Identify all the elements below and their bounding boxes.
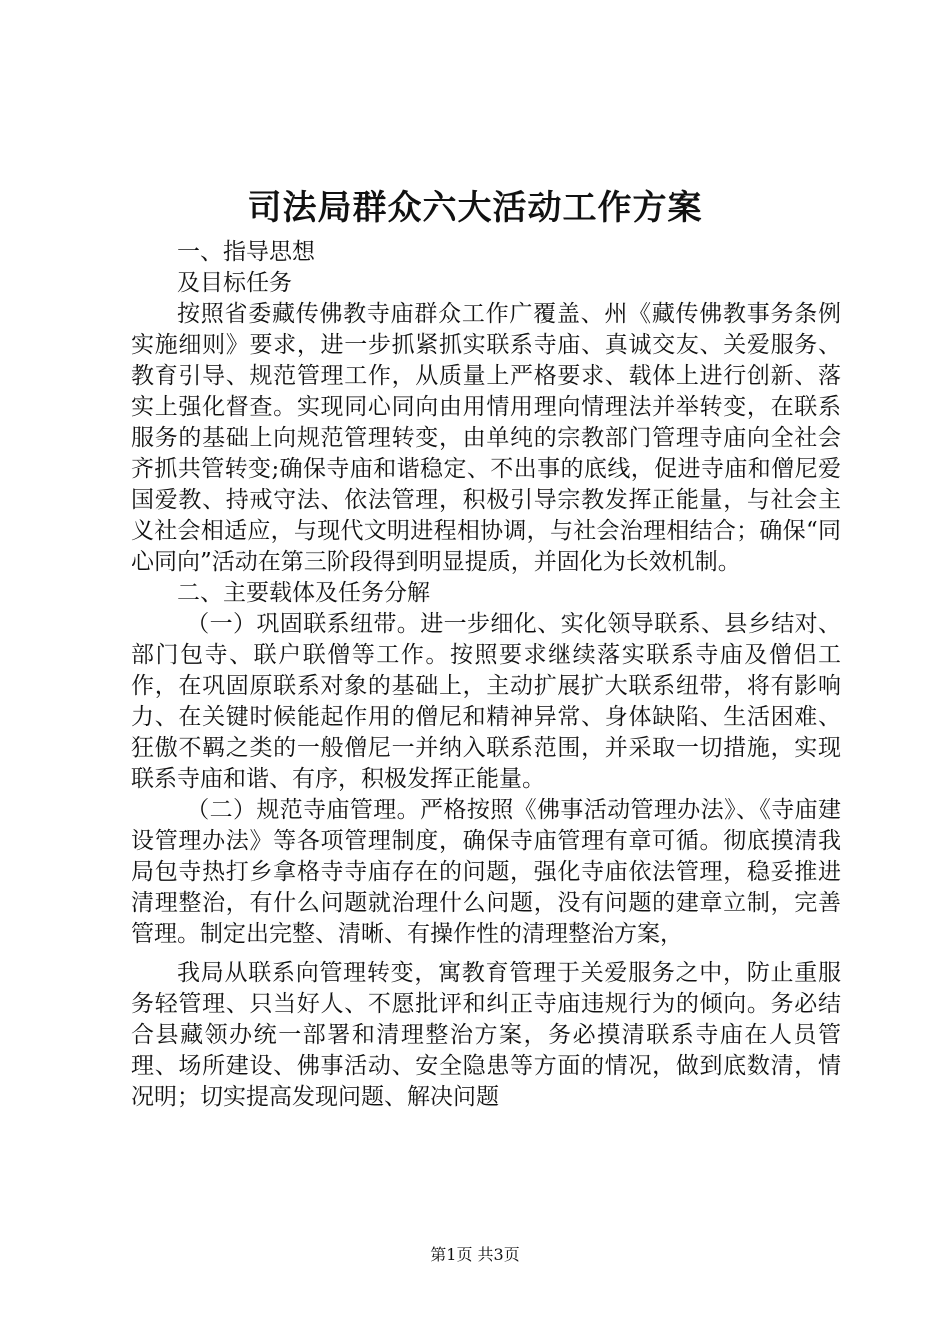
paragraph-objectives-body: 按照省委藏传佛教寺庙群众工作广覆盖、州《藏传佛教事务条例实施细则》要求，进一步抓紧抓实联系寺庙、真诚交友、关爱服务、教育引导、规范管理工作，从质量上严格要求、载体上进行创新、落实上强化督查。实现同心同向由用情用理向情理法并举转变，在联系服务的基础上向规范管理转变，由单纯的宗教部门管理寺庙向全社会齐抓共管转变;确保寺庙和谐稳定、不出事的底线，促进寺庙和僧尼爱国爱教、持戒守法、依法管理，积极引导宗教发挥正能量，与社会主义社会相适应，与现代文明进程相协调，与社会治理相结合；确保“同心同向”活动在第三阶段得到明显提质，并固化为长效机制。	[131, 301, 841, 575]
paragraph-management-shift: 我局从联系向管理转变，寓教育管理于关爱服务之中，防止重服务轻管理、只当好人、不愿批评和纠正寺庙违规行为的倾向。务必结合县藏领办统一部署和清理整治方案，务必摸清联系寺庙在人员管理、场所建设、佛事活动、安全隐患等方面的情况，做到底数清，情况明；切实提高发现问题、解决问题	[131, 960, 841, 1110]
paragraph-standardize-management: （二）规范寺庙管理。严格按照《佛事活动管理办法》、《寺庙建设管理办法》等各项管理制度，确保寺庙管理有章可循。彻底摸清我局包寺热打乡拿格寺寺庙存在的问题，强化寺庙依法管理，稳妥推进清理整治，有什么问题就治理什么问题，没有问题的建章立制，完善管理。制定出完整、清晰、有操作性的清理整治方案，	[131, 797, 841, 947]
document-body	[131, 237, 841, 1113]
section-heading-guiding-thought: 一、指导思想	[177, 239, 315, 265]
page-number-footer: 第1页 共3页	[430, 1245, 520, 1264]
paragraph-consolidate-ties: （一）巩固联系纽带。进一步细化、实化领导联系、县乡结对、部门包寺、联户联僧等工作。按照要求继续落实联系寺庙及僧侣工作，在巩固原联系对象的基础上，主动扩展扩大联系纽带，将有影响力、在关键时候能起作用的僧尼和精神异常、身体缺陷、生活困难、狂傲不羁之类的一般僧尼一并纳入联系范围，并采取一切措施，实现联系寺庙和谐、有序，积极发挥正能量。	[131, 611, 841, 792]
section-heading-objectives: 及目标任务	[177, 270, 292, 296]
document-title: 司法局群众六大活动工作方案	[247, 188, 703, 228]
section-heading-main-carriers: 二、主要载体及任务分解	[177, 580, 430, 606]
